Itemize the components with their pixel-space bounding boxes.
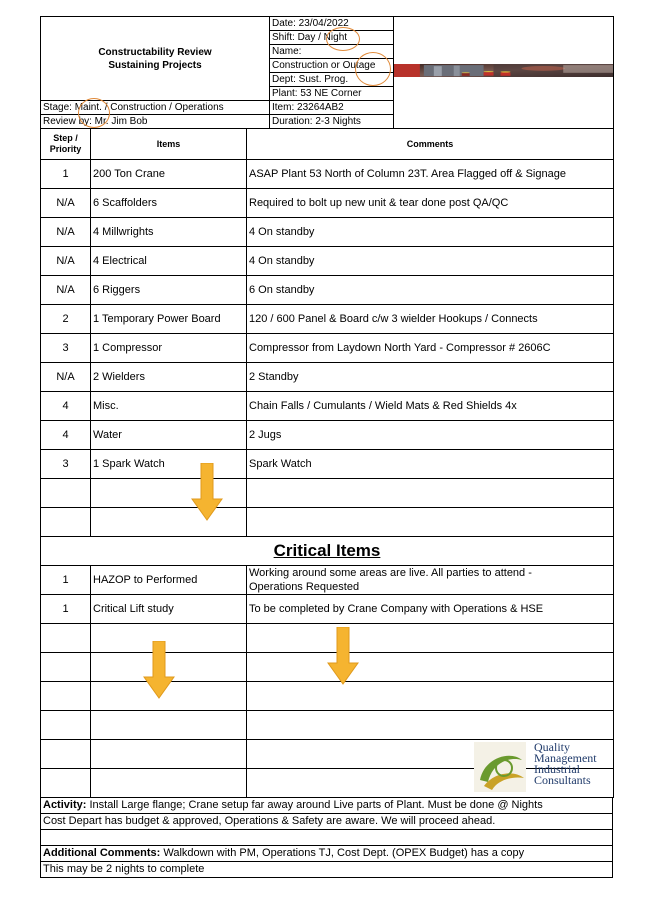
step-cell: N/A — [41, 189, 91, 218]
comment-cell: 4 On standby — [247, 247, 614, 276]
empty-cell — [41, 740, 91, 769]
table-row — [41, 218, 614, 247]
step-cell: N/A — [41, 276, 91, 305]
item-cell: 1 Temporary Power Board — [91, 305, 247, 334]
additional-line — [41, 846, 613, 862]
footer-table — [40, 797, 613, 878]
empty-cell — [91, 769, 247, 798]
title-line-1: Constructability Review — [98, 46, 212, 58]
down-arrow-icon — [191, 463, 223, 521]
comment-cell: 120 / 600 Panel & Board c/w 3 wielder Hookups / Connects — [247, 305, 614, 334]
down-arrow-icon — [143, 641, 175, 699]
table-row — [41, 450, 614, 479]
critical-comment-line-1: Working around some areas are live. All parties to attend - — [249, 567, 532, 579]
date-field: Date: 23/04/2022 — [270, 17, 394, 31]
spacer-line — [41, 830, 613, 846]
type-field: Construction or Outage — [270, 59, 394, 73]
empty-cell — [91, 479, 247, 508]
empty-cell — [91, 711, 247, 740]
critical-row — [41, 566, 614, 595]
step-cell: 2 — [41, 305, 91, 334]
stage-field: Stage: Maint. / Construction / Operations — [41, 101, 270, 115]
step-cell: N/A — [41, 247, 91, 276]
qmic-logo — [474, 742, 614, 792]
critical-rows — [41, 566, 614, 624]
col-items: Items — [91, 129, 247, 160]
shift-field: Shift: Day / Night — [270, 31, 394, 45]
logo-line-1: Quality — [534, 740, 570, 754]
item-cell: Water — [91, 421, 247, 450]
comment-cell: Required to bolt up new unit & tear done post QA/QC — [247, 189, 614, 218]
item-cell: 4 Electrical — [91, 247, 247, 276]
critical-comment-cell — [247, 595, 614, 624]
col-step: Step / Priority — [41, 129, 91, 160]
comment-cell: 4 On standby — [247, 218, 614, 247]
header-photo — [394, 17, 614, 129]
critical-comment-line-1: To be completed by Crane Company with Operations & HSE — [249, 603, 544, 615]
logo-line-2: Management — [534, 751, 597, 765]
title-line-2: Sustaining Projects — [108, 59, 202, 71]
industrial-photo — [394, 64, 613, 77]
item-cell: Misc. — [91, 392, 247, 421]
item-cell: 6 Riggers — [91, 276, 247, 305]
table-row — [41, 305, 614, 334]
empty-cell — [91, 508, 247, 537]
comment-cell: Compressor from Laydown North Yard - Compressor # 2606C — [247, 334, 614, 363]
dept-field: Dept: Sust. Prog. — [270, 73, 394, 87]
empty-cell — [91, 740, 247, 769]
step-cell: 1 — [41, 160, 91, 189]
item-cell: 1 Compressor — [91, 334, 247, 363]
item-cell: 4 Millwrights — [91, 218, 247, 247]
additional-line-2: This may be 2 nights to complete — [41, 862, 613, 878]
review-field: Review by: Mr. Jim Bob — [41, 115, 270, 129]
item-cell: 6 Scaffolders — [91, 189, 247, 218]
critical-row — [41, 595, 614, 624]
duration-field: Duration: 2-3 Nights — [270, 115, 394, 129]
items-table — [40, 128, 614, 798]
critical-title-text: Critical Items — [273, 541, 381, 560]
table-row — [41, 334, 614, 363]
table-row — [41, 421, 614, 450]
form-title — [41, 17, 270, 101]
comment-cell: 2 Standby — [247, 363, 614, 392]
critical-comment-cell — [247, 566, 614, 595]
activity-line — [41, 798, 613, 814]
down-arrow-icon — [327, 627, 359, 685]
additional-text: Walkdown with PM, Operations TJ, Cost Dept. (OPEX Budget) has a copy — [160, 847, 525, 859]
activity-line-2: Cost Depart has budget & approved, Operations & Safety are aware. We will proceed ahead. — [41, 814, 613, 830]
additional-label: Additional Comments: — [43, 847, 161, 859]
critical-comment-line-2: Operations Requested — [249, 581, 360, 593]
empty-cell — [247, 653, 614, 682]
critical-title — [41, 537, 614, 566]
annotation-circle-outage — [355, 52, 391, 86]
comment-cell: 2 Jugs — [247, 421, 614, 450]
step-cell: 4 — [41, 392, 91, 421]
item-cell: 2 Wielders — [91, 363, 247, 392]
col-comments: Comments — [247, 129, 614, 160]
activity-text: Install Large flange; Crane setup far away around Live parts of Plant. Must be done @ Nights — [86, 799, 543, 811]
critical-item-cell: HAZOP to Performed — [91, 566, 247, 595]
annotation-circle-night — [326, 27, 360, 51]
critical-item-cell: Critical Lift study — [91, 595, 247, 624]
empty-cell — [247, 711, 614, 740]
logo-line-3: Industrial — [534, 762, 580, 776]
activity-label: Activity: — [43, 799, 87, 811]
empty-cell — [41, 769, 91, 798]
empty-cell — [247, 682, 614, 711]
empty-cell — [247, 479, 614, 508]
empty-cell — [247, 508, 614, 537]
annotation-circle-maint — [78, 98, 110, 128]
empty-cell — [41, 653, 91, 682]
empty-cell — [41, 508, 91, 537]
step-cell: N/A — [41, 363, 91, 392]
logo-line-4: Consultants — [534, 773, 591, 787]
step-cell: N/A — [41, 218, 91, 247]
comment-cell: 6 On standby — [247, 276, 614, 305]
empty-cell — [41, 711, 91, 740]
name-field: Name: — [270, 45, 394, 59]
logo-text — [534, 742, 597, 786]
critical-step-cell: 1 — [41, 566, 91, 595]
item-cell: 200 Ton Crane — [91, 160, 247, 189]
table-row — [41, 363, 614, 392]
item-cell: 1 Spark Watch — [91, 450, 247, 479]
table-row — [41, 247, 614, 276]
step-cell: 3 — [41, 334, 91, 363]
table-row — [41, 392, 614, 421]
empty-cell — [41, 624, 91, 653]
item-field: Item: 23264AB2 — [270, 101, 394, 115]
table-row — [41, 160, 614, 189]
step-cell: 3 — [41, 450, 91, 479]
step-cell: 4 — [41, 421, 91, 450]
table-row — [41, 189, 614, 218]
empty-cell — [41, 479, 91, 508]
comment-cell: Spark Watch — [247, 450, 614, 479]
item-rows — [41, 160, 614, 479]
empty-cell — [41, 682, 91, 711]
table-row — [41, 276, 614, 305]
comment-cell: Chain Falls / Cumulants / Wield Mats & Red Shields 4x — [247, 392, 614, 421]
plant-field: Plant: 53 NE Corner — [270, 87, 394, 101]
critical-step-cell: 1 — [41, 595, 91, 624]
empty-cell — [247, 624, 614, 653]
qmic-logo-icon — [474, 742, 530, 792]
comment-cell: ASAP Plant 53 North of Column 23T. Area Flagged off & Signage — [247, 160, 614, 189]
